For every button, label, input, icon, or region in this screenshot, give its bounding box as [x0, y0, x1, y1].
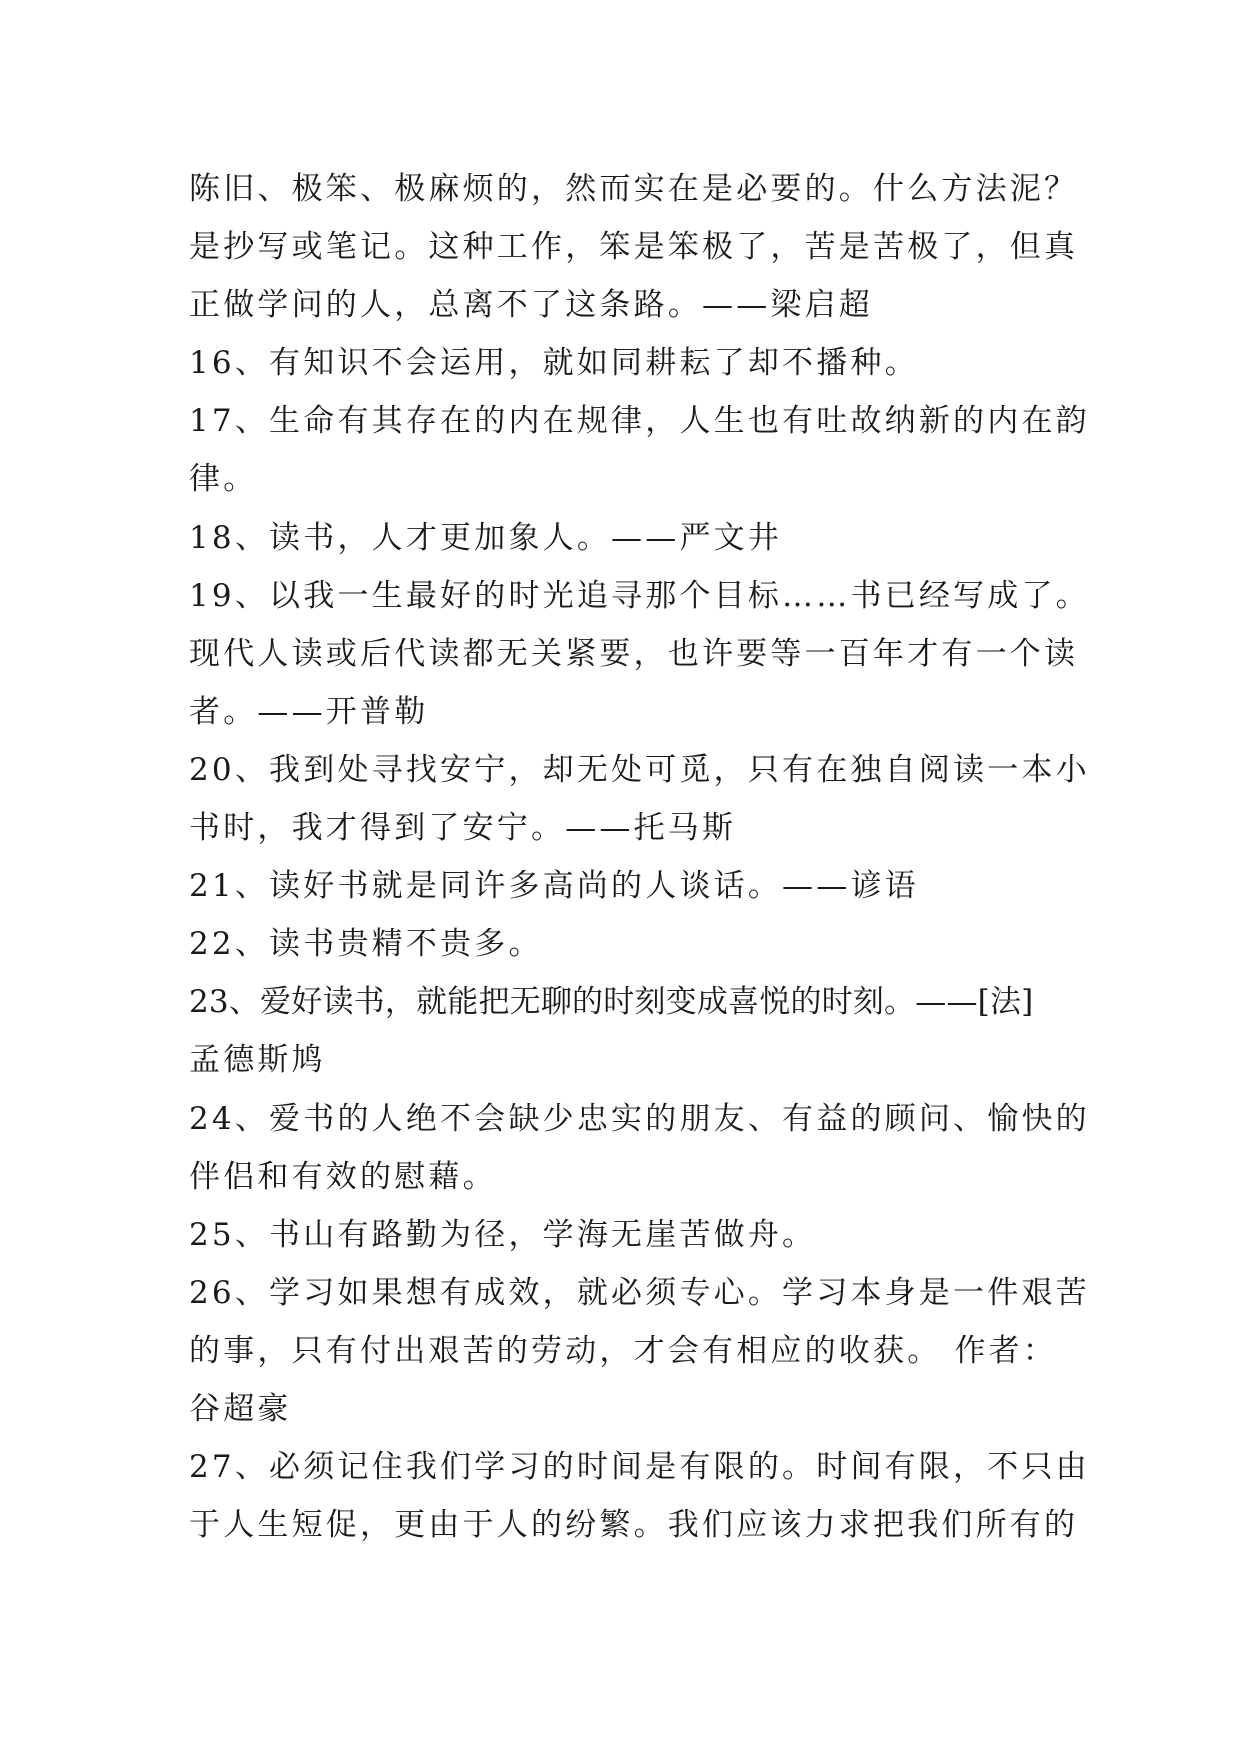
document-text-body — [189, 160, 1090, 1554]
text-line: 23、爱好读书，就能把无聊的时刻变成喜悦的时刻。——[法] — [189, 984, 1034, 1021]
text-line: 17、生命有其存在的内在规律，人生也有吐故纳新的内在韵 — [189, 403, 1090, 440]
text-line: 孟德斯鸠 — [189, 1042, 326, 1079]
text-line: 25、书山有路勤为径，学海无崖苦做舟。 — [189, 1216, 817, 1253]
text-line: 谷超豪 — [189, 1390, 292, 1427]
text-line: 22、读书贵精不贵多。 — [189, 926, 543, 963]
text-line: 26、学习如果想有成效，就必须专心。学习本身是一件艰苦 — [189, 1274, 1090, 1311]
text-line: 现代人读或后代读都无关紧要，也许要等一百年才有一个读 — [189, 635, 1079, 672]
text-line: 27、必须记住我们学习的时间是有限的。时间有限，不只由 — [189, 1449, 1090, 1486]
text-line: 于人生短促，更由于人的纷繁。我们应该力求把我们所有的 — [189, 1507, 1079, 1544]
text-line: 书时，我才得到了安宁。——托马斯 — [189, 810, 737, 847]
text-line: 24、爱书的人绝不会缺少忠实的朋友、有益的顾问、愉快的 — [189, 1100, 1090, 1137]
text-line: 20、我到处寻找安宁，却无处可觅，只有在独自阅读一本小 — [189, 751, 1090, 788]
text-line: 正做学问的人，总离不了这条路。——梁启超 — [189, 287, 873, 324]
text-line: 者。——开普勒 — [189, 693, 429, 730]
text-line: 的事，只有付出艰苦的劳动，才会有相应的收获。 作者： — [189, 1332, 1058, 1369]
text-line: 陈旧、极笨、极麻烦的，然而实在是必要的。什么方法泥？ — [189, 171, 1079, 207]
text-line: 律。 — [189, 461, 258, 498]
text-line: 16、有知识不会运用，就如同耕耘了却不播种。 — [189, 345, 919, 382]
text-line: 19、以我一生最好的时光追寻那个目标……书已经写成了。 — [189, 577, 1090, 614]
text-line: 伴侣和有效的慰藉。 — [189, 1158, 497, 1195]
text-line: 是抄写或笔记。这种工作，笨是笨极了，苦是苦极了，但真 — [189, 229, 1079, 266]
text-line: 18、读书，人才更加象人。——严文井 — [189, 519, 783, 556]
text-line: 21、读好书就是同许多高尚的人谈话。——谚语 — [189, 868, 919, 905]
